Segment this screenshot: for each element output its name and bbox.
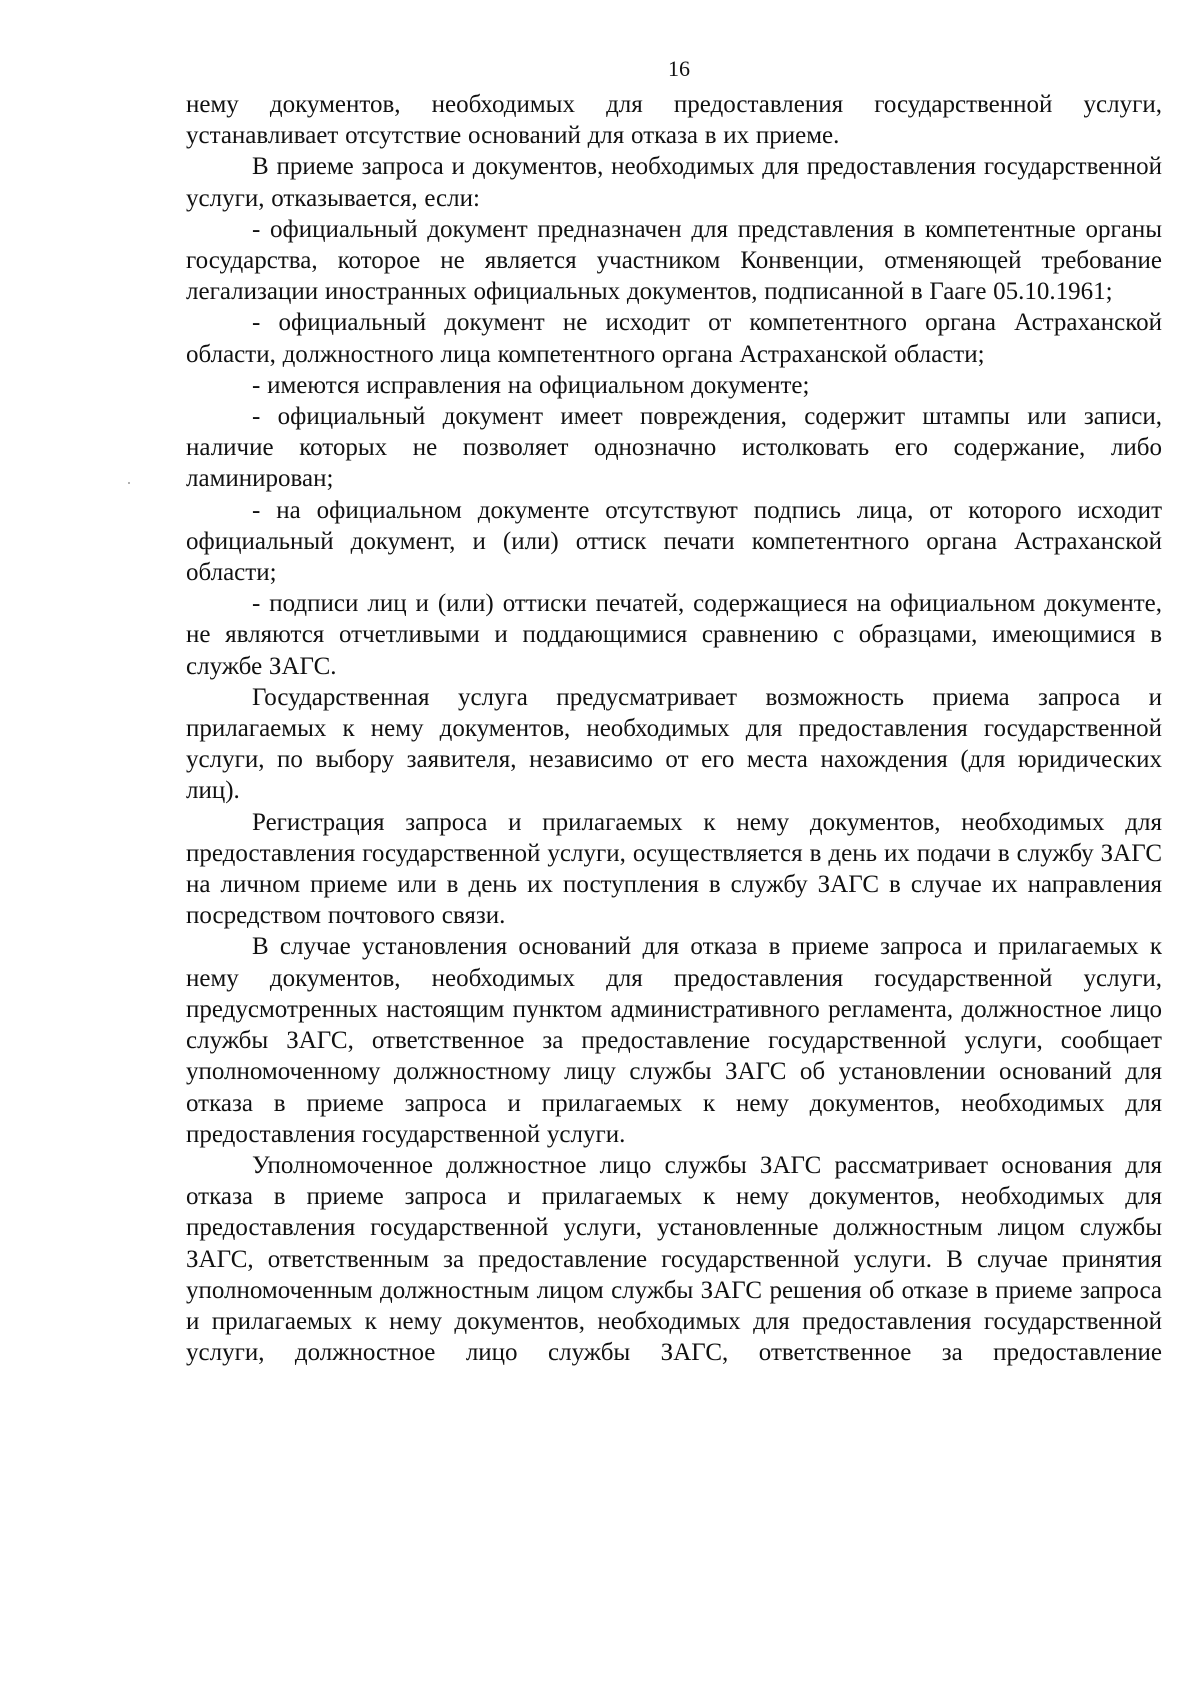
- paragraph-refusal-intro: В приеме запроса и документов, необходимых для предоставления государственной услуги, отказывается, если:: [186, 153, 1162, 212]
- paragraph-service-choice: Государственная услуга предусматривает возможность приема запроса и прилагаемых к нему документов, необходимых для предоставления государственной услуги, по выбору заявителя, независимо от его места нахождения (для юридических лиц).: [186, 683, 1162, 805]
- list-item-damage: - официальный документ имеет повреждения, содержит штампы или записи, наличие которых не позволяет однозначно истолковать его содержание, либо ламинирован;: [186, 403, 1162, 493]
- paragraph-continuation: нему документов, необходимых для предоставления государственной услуги, устанавливает отсутствие оснований для отказа в их приеме.: [186, 91, 1162, 150]
- page-number: 16: [668, 56, 690, 81]
- paragraph-grounds-established: В случае установления оснований для отказа в приеме запроса и прилагаемых к нему документов, необходимых для предоставления государственной услуги, предусмотренных настоящим пунктом административного регламента, должностное лицо службы ЗАГС, ответственное за предоставление государственной услуги, сообщает уполномоченному должностному лицу службы ЗАГС об установлении оснований для отказа в приеме запроса и прилагаемых к нему документов, необходимых для предоставления государственной услуги.: [186, 933, 1162, 1148]
- list-item-competent-authority: - официальный документ не исходит от компетентного органа Астраханской области, должностного лица компетентного органа Астраханской области;: [186, 309, 1162, 368]
- document-page: [186, 55, 1162, 1655]
- list-item-corrections: - имеются исправления на официальном документе;: [252, 371, 810, 399]
- scan-speck: [128, 482, 130, 484]
- list-item-convention: - официальный документ предназначен для представления в компетентные органы государства, которое не является участником Конвенции, отменяющей требование легализации иностранных официальных документов, подписанной в Гааге 05.10.1961;: [186, 215, 1162, 306]
- paragraph-registration: Регистрация запроса и прилагаемых к нему документов, необходимых для предоставления государственной услуги, осуществляется в день их подачи в службу ЗАГС на личном приеме или в день их поступления в службу ЗАГС в случае их направления посредством почтового связи.: [186, 808, 1162, 930]
- list-item-signatures-unclear: - подписи лиц и (или) оттиски печатей, содержащиеся на официальном документе, не являются отчетливыми и поддающимися сравнению с образцами, имеющимися в службе ЗАГС.: [186, 590, 1162, 680]
- paragraph-authorized-official: Уполномоченное должностное лицо службы ЗАГС рассматривает основания для отказа в приеме запроса и прилагаемых к нему документов, необходимых для предоставления государственной услуги, установленные должностным лицом службы ЗАГС, ответственным за предоставление государственной услуги. В случае принятия уполномоченным должностным лицом службы ЗАГС решения об отказе в приеме запроса и прилагаемых к нему документов, необходимых для предоставления государственной услуги, должностное лицо службы ЗАГС, ответственное за предоставление: [186, 1151, 1162, 1367]
- list-item-signature-missing: - на официальном документе отсутствуют подпись лица, от которого исходит официальный документ, и (или) оттиск печати компетентного органа Астраханской области;: [186, 496, 1162, 587]
